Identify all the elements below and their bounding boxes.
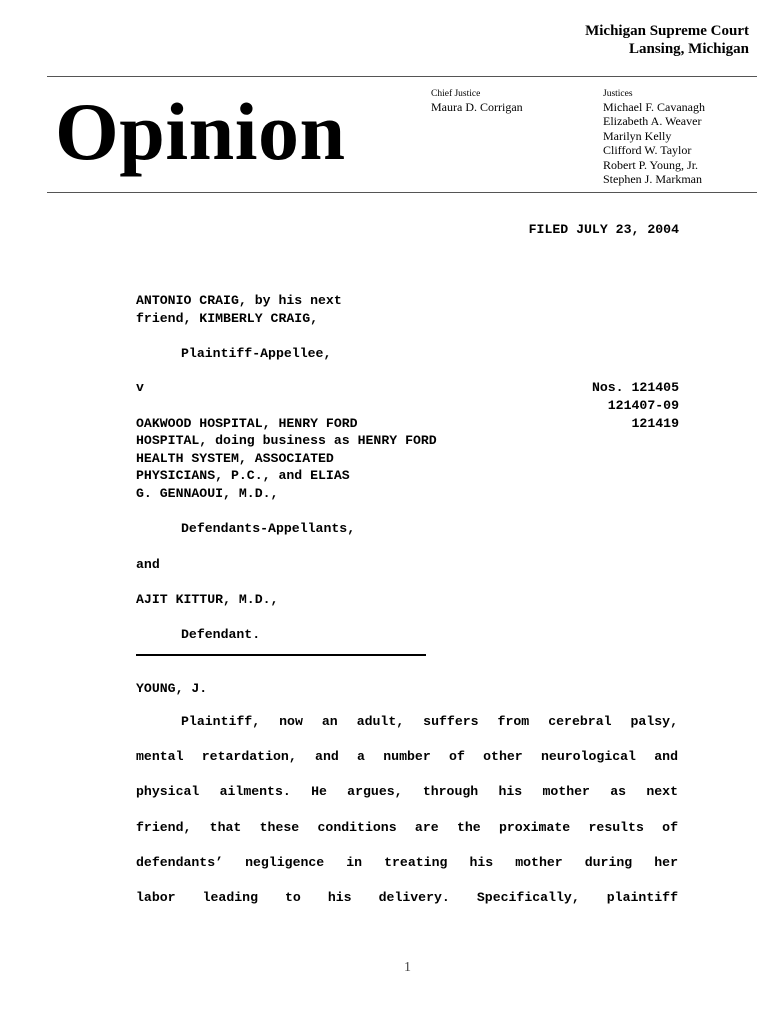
chief-justice-label: Chief Justice (431, 89, 481, 99)
plaintiff-name-line: ANTONIO CRAIG, by his next (136, 293, 342, 308)
defendants-role: Defendants-Appellants, (181, 521, 356, 536)
case-number: 121407-09 (607, 398, 679, 413)
defendant-line: HOSPITAL, doing business as HENRY FORD (136, 433, 437, 448)
header-top-rule (47, 76, 757, 77)
chief-justice-name: Maura D. Corrigan (431, 100, 523, 114)
defendant-line: PHYSICIANS, P.C., and ELIAS (136, 468, 350, 483)
page-number: 1 (404, 960, 411, 975)
justice-name: Stephen J. Markman (603, 172, 702, 187)
body-line: Plaintiff, now an adult, suffers from cerebral palsy, (181, 714, 678, 729)
body-line: physical ailments. He argues, through his mother as next (136, 784, 678, 799)
court-line-1: Michigan Supreme Court (585, 23, 749, 39)
caption-divider (136, 654, 426, 656)
justice-name: Marilyn Kelly (603, 128, 672, 143)
justices-block (603, 89, 705, 186)
opinion-title: Opinion (55, 86, 346, 177)
case-number: 121419 (631, 416, 679, 431)
other-defendant-role: Defendant. (181, 627, 261, 642)
opinion-author: YOUNG, J. (136, 681, 208, 696)
defendant-line: OAKWOOD HOSPITAL, HENRY FORD (136, 416, 358, 431)
plaintiff-name-line: friend, KIMBERLY CRAIG, (136, 311, 319, 326)
justices-label: Justices (603, 89, 633, 99)
body-line: friend, that these conditions are the proximate results of (136, 820, 678, 835)
defendant-line: G. GENNAOUI, M.D., (136, 486, 279, 501)
other-defendant: AJIT KITTUR, M.D., (136, 592, 279, 607)
body-line: mental retardation, and a number of other neurological and (136, 749, 678, 764)
case-number: Nos. 121405 (591, 380, 679, 395)
body-line: labor leading to his delivery. Specifically, plaintiff (136, 890, 678, 905)
justice-name: Michael F. Cavanagh (603, 100, 706, 114)
justice-name: Clifford W. Taylor (603, 143, 692, 158)
court-line-2: Lansing, Michigan (628, 41, 749, 57)
justice-name: Robert P. Young, Jr. (603, 157, 699, 172)
filed-date: FILED JULY 23, 2004 (528, 222, 679, 237)
court-name (585, 22, 749, 58)
versus: v (136, 380, 144, 395)
chief-justice-block (431, 89, 523, 114)
header-bottom-rule (47, 192, 757, 193)
plaintiff-role: Plaintiff-Appellee, (181, 346, 332, 361)
justice-name: Elizabeth A. Weaver (603, 114, 702, 129)
and-conjunction: and (136, 557, 160, 572)
body-line: defendants’ negligence in treating his mother during her (136, 855, 678, 870)
defendant-line: HEALTH SYSTEM, ASSOCIATED (136, 451, 334, 466)
